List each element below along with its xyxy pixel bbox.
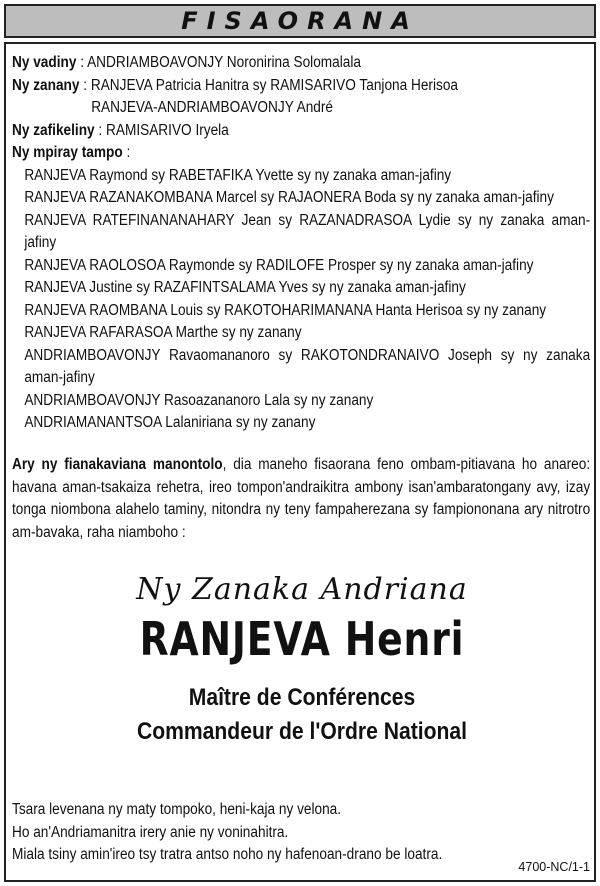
- deceased-title-2: Commandeur de l'Ordre National: [136, 718, 468, 745]
- spouse-name: ANDRIAMBOAVONJY Noronirina Solomalala: [87, 54, 361, 71]
- sibling-entry: RANJEVA RAFARASOA Marthe sy ny zanany: [24, 324, 302, 341]
- sibling-entry: RANJEVA Justine sy RAZAFINTSALAMA Yves sy ny zanaka aman-jafiny: [24, 279, 466, 296]
- closing-text: [12, 799, 590, 867]
- header-bar: [4, 4, 596, 38]
- thanks-text: , dia maneho fisaorana feno ombam-pitiavana ho anareo: havana aman-tsakaiza rehetra, ireo tompon'andraikitra ambony isan'ambaratongany avy, izay tonga niombona alahelo taminy, nitondra ny teny fampaherezana sy fampiononana ary nitrotro am-bavaka, raha niamboho :: [12, 456, 591, 541]
- thanks-paragraph: [12, 454, 590, 544]
- sibling-entry: RANJEVA Raymond sy RABETAFIKA Yvette sy ny zanaka aman-jafiny: [24, 166, 452, 184]
- siblings-heading: Ny mpiray tampo :: [12, 144, 131, 161]
- deceased-title-1: Maître de Conférences: [188, 684, 416, 711]
- reference-code: 4700-NC/1-1: [518, 860, 590, 874]
- notice-title: FISAORANA: [181, 7, 419, 35]
- child-entry: RANJEVA-ANDRIAMBOAVONJY André: [91, 99, 334, 116]
- sibling-entry: ANDRIAMBOAVONJY Ravaomananoro sy RAKOTONDRANAIVO Joseph sy ny zanaka aman-jafiny: [24, 346, 591, 386]
- honorific: Ny Zanaka Andriana: [136, 572, 468, 607]
- child-entry: RANJEVA Patricia Hanitra sy RAMISARIVO Tanjona Herisoa: [90, 76, 459, 94]
- notice-frame: [4, 42, 596, 882]
- family-list: [12, 52, 590, 435]
- sibling-entry: ANDRIAMBOAVONJY Rasoazananoro Lala sy ny zanany: [24, 391, 374, 409]
- deceased-name: RANJEVA Henri: [139, 612, 465, 666]
- spouse-line: Ny vadiny : ANDRIAMBOAVONJY Noronirina Solomalala: [12, 54, 361, 71]
- closing-line: Tsara levenana ny maty tompoko, heni-kaja ny velona.: [12, 801, 342, 818]
- sibling-entry: RANJEVA RAOMBANA Louis sy RAKOTOHARIMANANA Hanta Herisoa sy ny zanany: [24, 301, 547, 319]
- children-line-2: [12, 97, 590, 120]
- siblings-label: Ny mpiray tampo: [12, 144, 123, 161]
- children-label: Ny zanany: [12, 76, 80, 94]
- grandchildren-label: Ny zafikeliny: [12, 121, 95, 139]
- sibling-entry: ANDRIAMANANTSOA Lalaniriana sy ny zanany: [24, 414, 316, 431]
- grandchild-name: RAMISARIVO Iryela: [106, 121, 229, 139]
- closing-line: Ho an'Andriamanitra irery anie ny voninahitra.: [12, 823, 289, 841]
- grandchildren-line: Ny zafikeliny : RAMISARIVO Iryela: [12, 121, 229, 139]
- closing-line: Miala tsiny amin'ireo tsy tratra antso noho ny hafenoan-drano be loatra.: [12, 846, 443, 863]
- children-line: Ny zanany : RANJEVA Patricia Hanitra sy RAMISARIVO Tanjona Herisoa: [12, 76, 459, 94]
- sibling-entry: RANJEVA RAOLOSOA Raymonde sy RADILOFE Prosper sy ny zanaka aman-jafiny: [24, 256, 534, 274]
- sibling-entry: RANJEVA RAZANAKOMBANA Marcel sy RAJAONERA Boda sy ny zanaka aman-jafiny: [24, 189, 554, 206]
- thanks-lead: Ary ny fianakaviana manontolo: [12, 456, 223, 473]
- spouse-label: Ny vadiny: [12, 54, 77, 71]
- sibling-entry: RANJEVA RATEFINANANAHARY Jean sy RAZANADRASOA Lydie sy ny zanaka aman-jafiny: [24, 211, 591, 251]
